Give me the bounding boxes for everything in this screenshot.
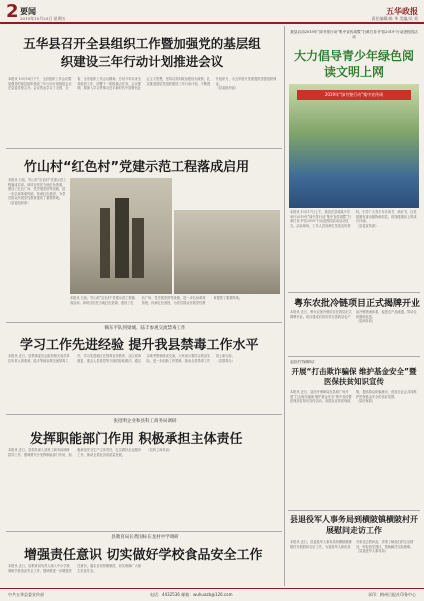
- article-9-headline: [290, 514, 418, 536]
- section-name: 要闻: [20, 7, 36, 16]
- article-1-title: 五华县召开全县组织工作暨加强党的基层组织建设三年行动计划推进会议: [23, 36, 261, 69]
- article-5-body: 本报讯 近日，粤东农批冷链项目在我县正式揭牌开业。项目建成后将有效完善我县农产品冷链物流体系，促进农产品流通，带动农民增收致富。 （县商务局）: [290, 310, 417, 324]
- article-6-body: 本报讯 近日，县领导深入县科工商务局调研指导工作，强调要充分发挥职能部门作用，积极承担安全生产主体责任，扎实做好企业服务工作，推动全县经济高质量发展。 （县科工商务局）: [8, 448, 172, 457]
- article-1-body: 本报讯 10月18日下午，全县组织工作会议暨加强党的基层组织建设三年行动计划推进会议在县委党校召开。会议传达学习了全国、全省、全市组织工作会议精神，总结今年以来全县组织工作，部署下一阶段重点任务。会议强调，要深入学习贯彻习近平新时代中国特色社会主义思想，坚持以党的政治建设为统领，扎实推进基层党组织建设三年行动计划，不断提升组织力，为五华振兴发展提供坚强组织保证。 （县委组织部）: [8, 77, 277, 91]
- divider: [288, 292, 420, 293]
- date-line: 2019年10月25日 星期五: [20, 16, 66, 21]
- article-3-headline: [290, 48, 418, 80]
- article-7-headline: [290, 367, 418, 387]
- divider: [288, 356, 420, 357]
- article-4-body: 本报讯 近日，县禁毒委员会组织相关成员单位负责人到梁城、陆丰等地参观交流禁毒工作，学习先进地区在禁毒宣传教育、社区戒毒康复、重点人员管控等方面的经验做法。通过实地考察和座谈交流，大家表示要结合我县实际，进一步创新工作思路，推动全县禁毒工作再上新台阶。 （县禁毒办）: [8, 354, 235, 363]
- article-7-kicker: 县医疗保障局：: [290, 360, 318, 364]
- article-6-title: 发挥职能部门作用 积极承担主体责任: [30, 432, 243, 447]
- article-1-headline: [18, 35, 266, 71]
- article-2-body: 本报讯 日前，竹山村“红色村”党建示范工程落成启用。该项目依托当地红色资源，建设了红色广场、党史展览馆等设施，进一步弘扬革命传统，传承红色基因，为党员群众开展党性教育提供了重要阵地。 （县委组织部）: [8, 178, 67, 205]
- article-7-body: 本报讯 近日，县医疗保障局在县城广场开展“打击欺诈骗保 维护基金安全”集中宣传暨医保扶贫知识宣传活动，向群众宣传医保政策，提高群众防骗意识，营造全社会共同维护医保基金安全的良好氛围。 （县医保局）: [290, 390, 417, 404]
- article-3-kicker: 我县启动2019年“绿书签行动”集中宣传周暨“扫黄打非·护苗2019”行动进校园活动: [290, 30, 418, 39]
- footer-printer: 承印：梅州日报社印务中心: [368, 592, 416, 597]
- footer-publisher: 中共五华县委宣传部: [8, 592, 44, 597]
- article-2-title: 竹山村“红色村”党建示范工程落成启用: [24, 160, 250, 175]
- article-8-body: 本报讯 近日，县教育局负责人深入中小学校调研学校食品安全工作，强调要进一步增强责任意识，落实各项管理制度，切实保障广大师生饮食安全。: [8, 564, 141, 573]
- divider: [6, 322, 282, 323]
- article-9-title: 县退役军人事务局到横陂镇横陂村开展慰问走访工作: [290, 515, 418, 535]
- divider: [6, 414, 282, 415]
- event-banner: 2019年“绿书签行动”集中宣传周: [297, 90, 411, 100]
- footer-contact: 电话：4432536 邮箱：wuhuazb@126.com: [150, 592, 233, 597]
- article-4-kicker: 赖东平队到梁城、陆丰参观交流禁毒工作: [104, 326, 186, 331]
- page-footer: [0, 588, 424, 601]
- page-header: [0, 0, 424, 24]
- divider: [6, 148, 282, 149]
- page-number: 2: [6, 1, 19, 22]
- article-8-kicker: 县教育局长黄国标在龙村中学调研: [111, 535, 179, 540]
- exhibition-photo: [174, 210, 280, 294]
- article-3-body: 本报讯 10月17日上午，我县在县城某中学举行2019年“绿书签行动”集中宣传周暨“扫黄打非·护苗2019”行动进校园活动启动仪式。活动现场，工作人员向师生发放宣传资料，引导广大青少年多读书、读好书，自觉抵制有害出版物和信息，营造健康向上的成长环境。 （县委宣传部）: [290, 210, 417, 228]
- article-3-title: 大力倡导青少年绿色阅读文明上网: [293, 49, 414, 79]
- editor-line: 责任编辑/陈 华 美编/吴 英: [371, 16, 418, 21]
- column-divider: [284, 26, 285, 586]
- article-9-body: 本报讯 近日，县退役军人事务局到横陂镇横陂村开展慰问走访工作，为退役军人和优抚对象送去慰问品，详细了解他们的生活情况，听取意见建议，帮助解决实际困难。 （县退役军人事务局）: [290, 540, 414, 554]
- paper-name: 五华政报: [386, 6, 418, 16]
- article-2-body-cont: 本报讯 日前，竹山村“红色村”党建示范工程落成启用。该项目依托当地红色资源，建设了红色广场、党史展览馆等设施，进一步弘扬革命传统，传承红色基因，为党员群众开展党性教育提供了重要阵地。: [70, 296, 242, 305]
- monument-photo: [70, 178, 172, 294]
- article-7-title: 开展“打击欺诈骗保 维护基金安全”暨医保扶贫知识宣传: [291, 367, 417, 386]
- article-6-kicker: 张招明企业和县科工商务局调研: [113, 419, 177, 424]
- school-event-photo: [289, 84, 419, 208]
- article-4-title: 学习工作先进经验 提升我县禁毒工作水平: [20, 338, 259, 353]
- article-5-title: 粤东农批冷链项目正式揭牌开业: [294, 299, 421, 309]
- divider: [288, 510, 420, 511]
- divider: [6, 531, 282, 532]
- article-8-title: 增强责任意识 切实做好学校食品安全工作: [24, 548, 263, 563]
